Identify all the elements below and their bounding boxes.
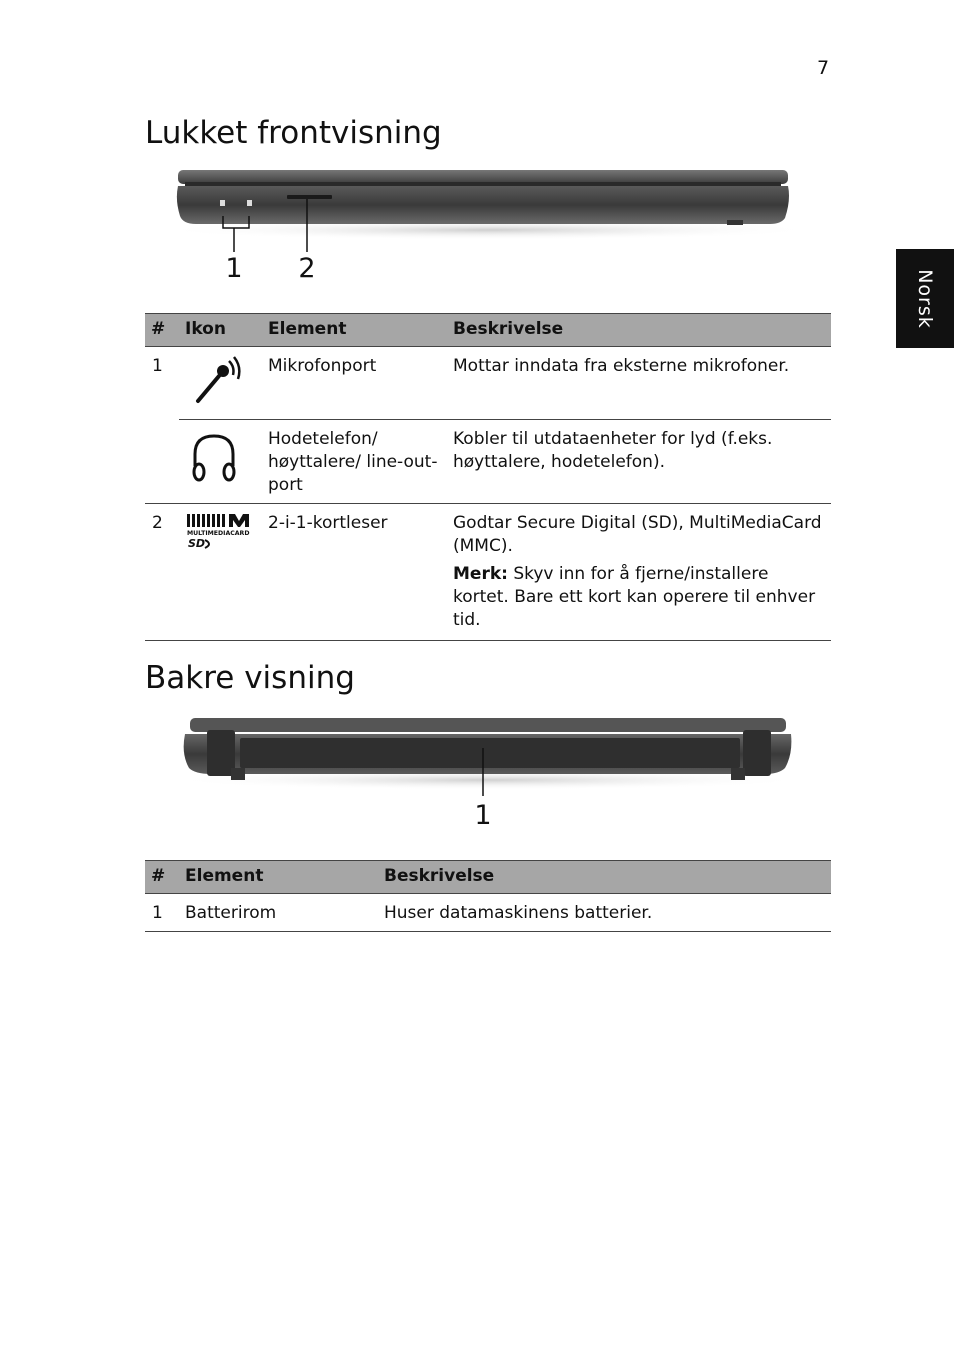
rear-callout-1: 1 [474, 800, 492, 831]
mmc-label: MULTIMEDIACARD [187, 530, 250, 537]
front-view-title: Lukket frontvisning [145, 115, 442, 151]
header-number: # [145, 314, 179, 347]
table-header-row [145, 861, 831, 894]
front-view-illustration [145, 160, 831, 290]
header-icon: Ikon [179, 314, 262, 347]
row-number [145, 420, 179, 504]
note-label: Merk: [453, 564, 508, 584]
language-tab [896, 249, 954, 348]
row-element: Hodetelefon/ høyttalere/ line-out-port [262, 420, 447, 504]
table-row [145, 894, 831, 932]
row-description: Huser datamaskinens batterier. [378, 894, 831, 932]
row-element: Mikrofonport [268, 356, 377, 376]
table-row [145, 504, 831, 641]
row-element: 2-i-1-kortleser [262, 504, 447, 641]
language-tab-label: Norsk [914, 268, 936, 329]
page-number: 7 [817, 57, 830, 79]
row-number: 1 [145, 894, 179, 932]
row-description: Kobler til utdataenheter for lyd (f.eks. høyttalere, hodetelefon). [447, 420, 831, 504]
row-number: 1 [152, 356, 163, 376]
front-callout-1: 1 [225, 253, 243, 284]
row-element: Batterirom [179, 894, 378, 932]
header-element: Element [262, 314, 447, 347]
rear-view-title: Bakre visning [145, 660, 355, 696]
sd-label: SD [188, 537, 206, 550]
table-row [145, 347, 831, 420]
card-reader-icon [185, 512, 251, 552]
microphone-icon [185, 355, 243, 413]
header-description: Beskrivelse [447, 314, 831, 347]
header-description: Beskrivelse [378, 861, 831, 894]
row-number: 2 [145, 504, 179, 641]
header-element: Element [179, 861, 378, 894]
rear-ports-table [145, 860, 831, 932]
front-callout-2: 2 [298, 253, 316, 284]
headphones-icon [185, 428, 243, 486]
header-number: # [145, 861, 179, 894]
note-text: Skyv inn for å fjerne/installere kortet. Bare ett kort kan operere til enhver tid. [453, 564, 816, 630]
table-header-row [145, 314, 831, 347]
table-row [145, 420, 831, 504]
row-description: Godtar Secure Digital (SD), MultiMediaCard (MMC). [453, 513, 822, 556]
rear-view-illustration [145, 710, 831, 835]
front-ports-table [145, 313, 831, 641]
row-description: Mottar inndata fra eksterne mikrofoner. [453, 356, 790, 376]
row-note [453, 563, 825, 632]
